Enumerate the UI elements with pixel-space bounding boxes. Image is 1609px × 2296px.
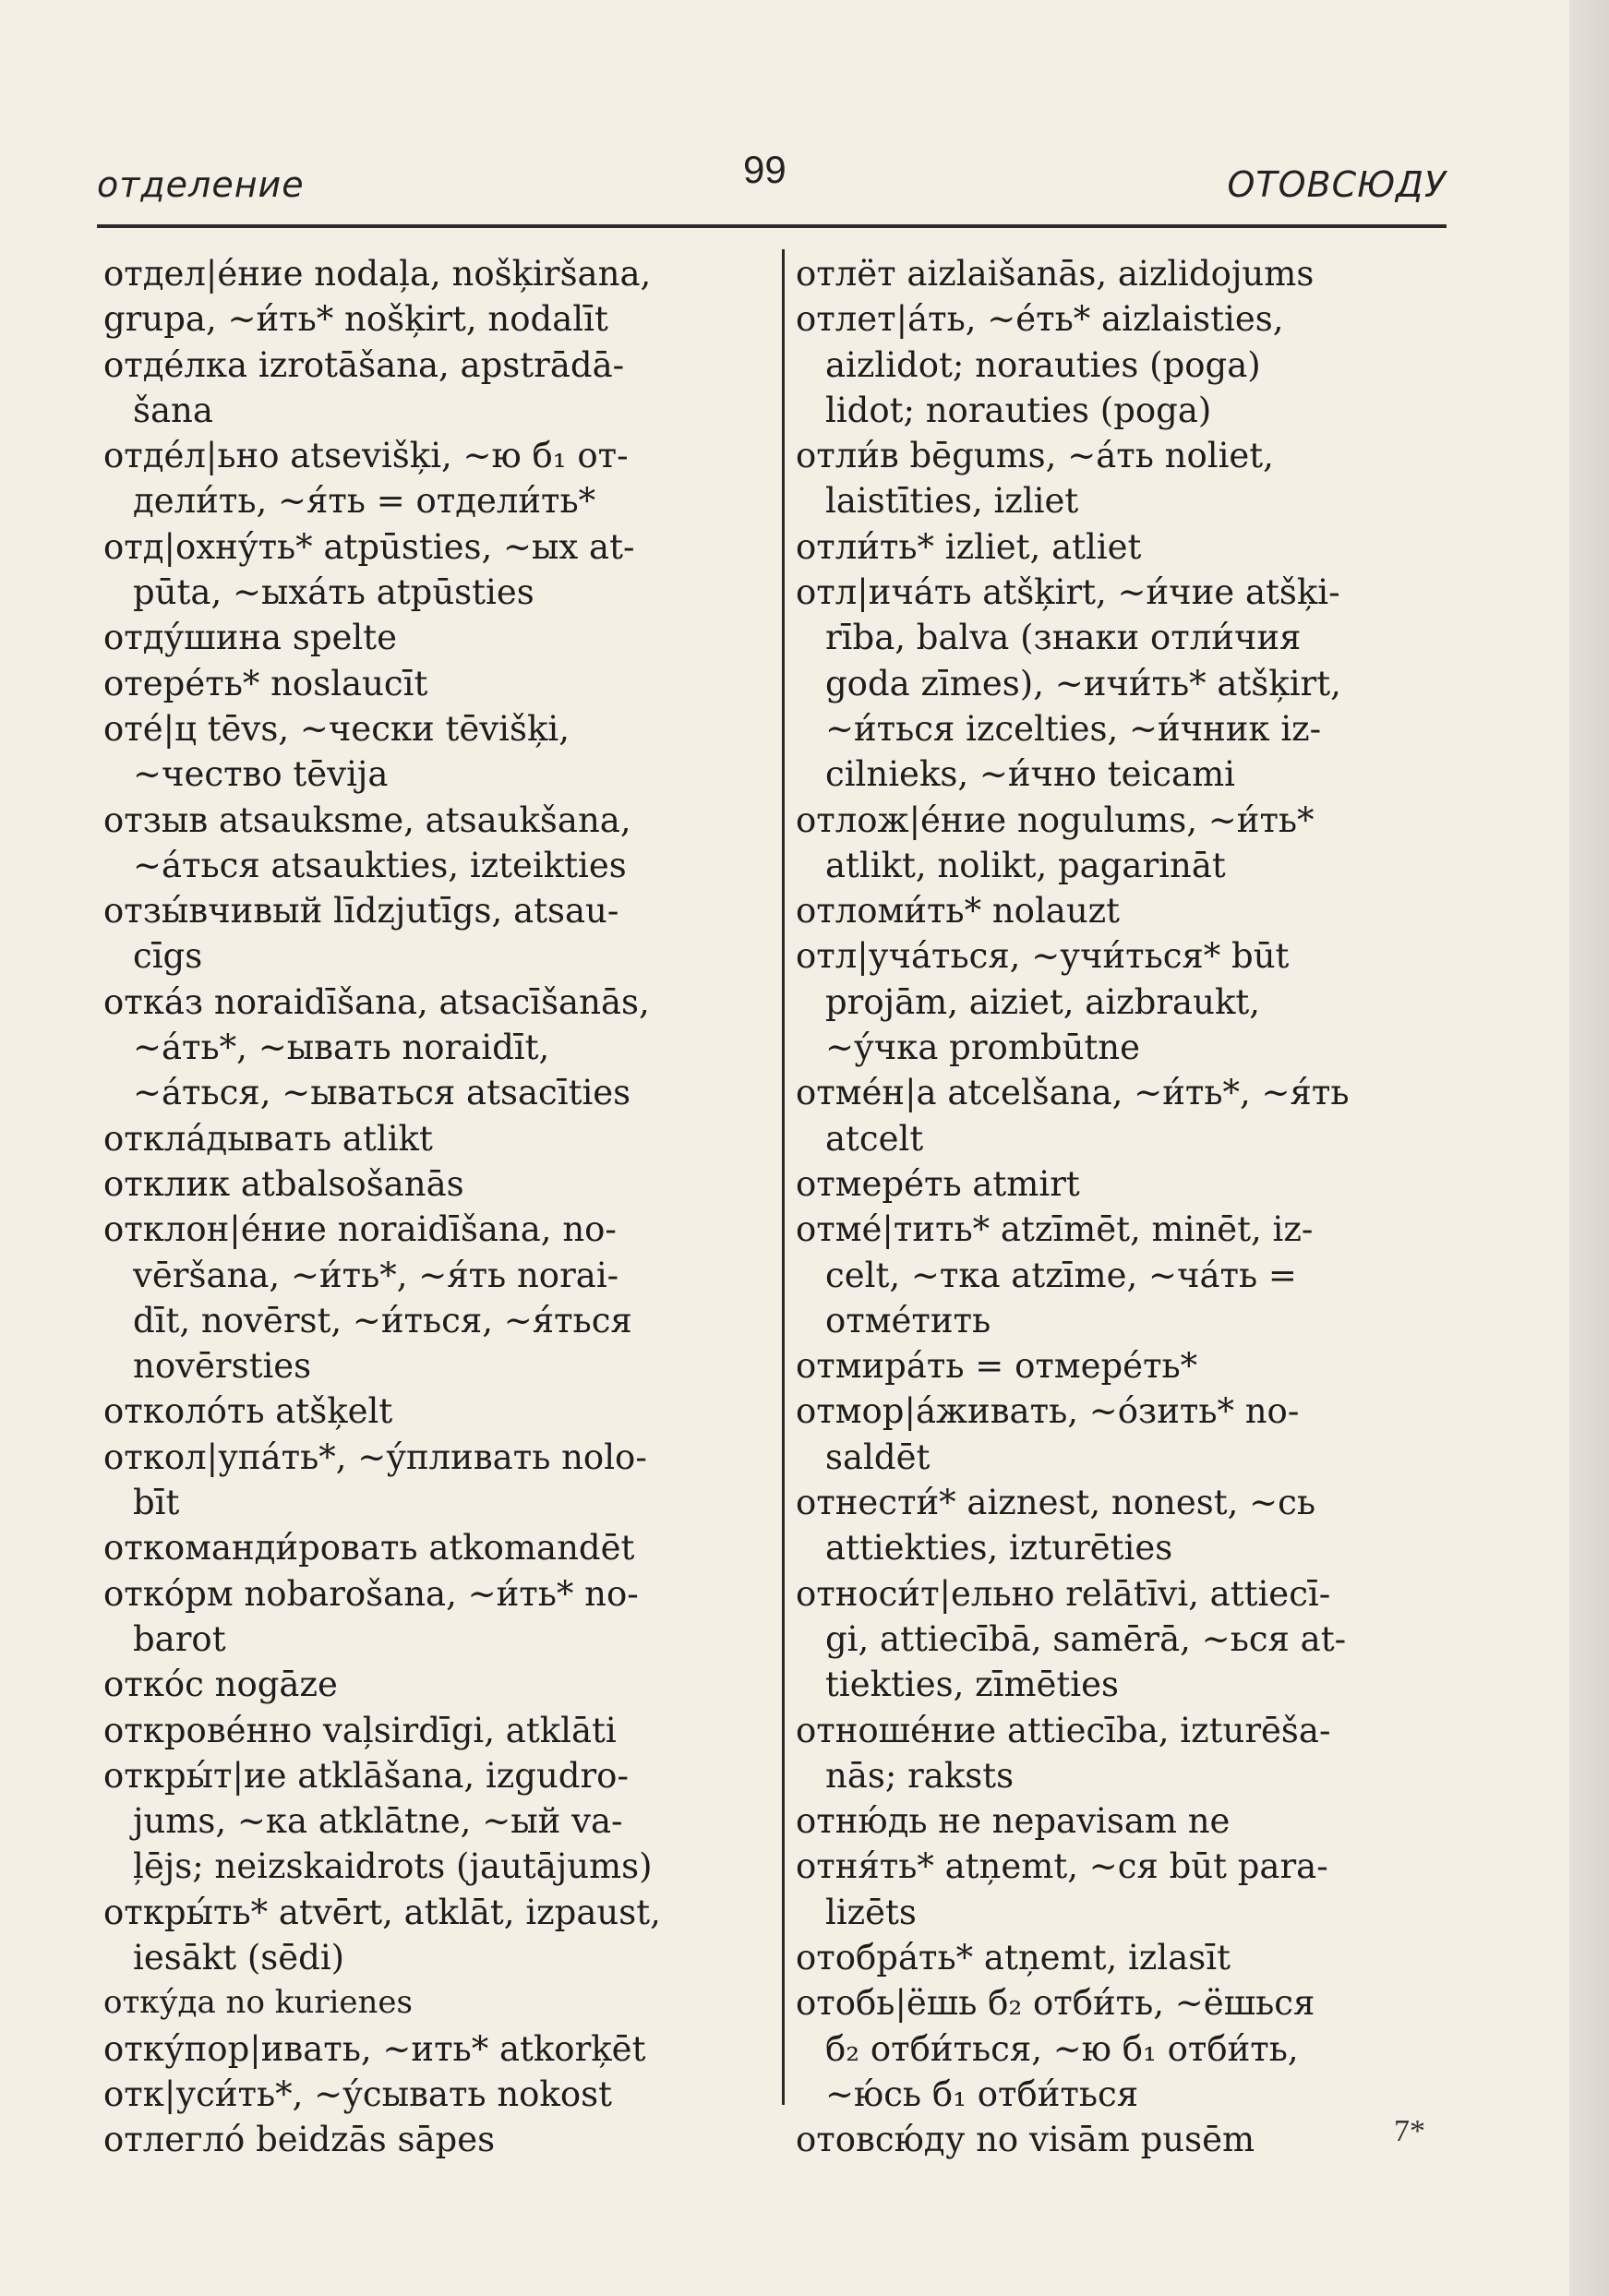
entry-line: saldēt [825, 1437, 931, 1477]
entry-line: откóс nogāze [103, 1665, 338, 1705]
entry-line: atlikt, nolikt, pagarināt [825, 845, 1226, 885]
entry-line: lidot; norauties (poga) [825, 390, 1212, 430]
entry-line: откол|упáть*, ~у́пливать nolo- [103, 1437, 647, 1477]
entry-line: откóрм nobarošana, ~и́ть* no- [103, 1573, 639, 1614]
entry-line: celt, ~тка atzīme, ~чáть = [825, 1255, 1297, 1295]
page-header [97, 148, 1447, 222]
entry-line: отд|охну́ть* atpūsties, ~ых at- [103, 526, 635, 567]
scan-background-strip [1569, 0, 1609, 2296]
entry-line: отк|уси́ть*, ~у́сывать nokost [103, 2074, 612, 2114]
entry-line: attiekties, izturēties [825, 1528, 1173, 1569]
entry-line: отношéние attiecība, izturēša- [796, 1710, 1331, 1750]
entry-line: б₂ отби́ться, ~ю б₁ отби́ть, [825, 2028, 1299, 2069]
entry-line: отмерéть atmirt [796, 1163, 1080, 1204]
entry-line: отдéлка izrotāšana, apstrādā- [103, 344, 625, 385]
entry-line: cilnieks, ~и́чно teicami [825, 754, 1235, 795]
header-rule [97, 224, 1447, 228]
entry-line: отмор|áживать, ~óзить* no- [796, 1391, 1300, 1432]
entry-line: vēršana, ~и́ть*, ~я́ть norai- [133, 1255, 619, 1295]
header-left-guideword: отделение [97, 164, 305, 205]
entry-line: отня́ть* atņemt, ~ся būt para- [796, 1846, 1328, 1887]
page-number: 99 [743, 148, 786, 191]
signature-mark: 7* [1394, 2114, 1425, 2148]
entry-line: отдéл|ьно atsevišķi, ~ю б₁ от- [103, 436, 629, 476]
entry-line: ~чество tēvija [133, 754, 389, 795]
entry-line: отл|ичáть atšķirt, ~и́чие atšķi- [796, 572, 1340, 613]
column-divider [782, 249, 785, 2105]
entry-line: откры́т|ие atklāšana, izgudro- [103, 1755, 629, 1796]
entry-line: bīt [133, 1483, 180, 1523]
entry-line: ~у́чка prombūtne [825, 1028, 1141, 1068]
entry-line: šana [133, 390, 213, 430]
entry-line: отдел|éние nodaļa, nošķiršana, [103, 254, 652, 294]
entry-line: отмé|тить* atzīmēt, minēt, iz- [796, 1209, 1314, 1250]
entry-line: отли́ть* izliet, atliet [796, 526, 1142, 567]
entry-line: dīt, novērst, ~и́ться, ~я́ться [133, 1300, 632, 1340]
entry-line: отню́дь не nepavisam ne [796, 1801, 1231, 1842]
entry-line: отерéть* noslaucīt [103, 663, 428, 703]
entry-line: отку́пор|ивать, ~ить* atkorķēt [103, 2028, 646, 2069]
entry-line: отлет|áть, ~éть* aizlaisties, [796, 299, 1284, 340]
entry-line: ļējs; neizskaidrots (jautājums) [133, 1846, 653, 1887]
entry-line: отл|учáться, ~учи́ться* būt [796, 936, 1290, 977]
entry-line: отмирáть = отмерéть* [796, 1346, 1198, 1387]
entry-line: отобрáть* atņemt, izlasīt [796, 1937, 1231, 1977]
entry-line: отклон|éние noraidīšana, no- [103, 1209, 617, 1250]
entry-line: откáз noraidīšana, atsacīšanās, [103, 981, 650, 1022]
entry-line: projām, aiziet, aizbraukt, [825, 981, 1260, 1022]
entry-line: ~áться atsaukties, izteikties [133, 845, 627, 885]
entry-line: novērsties [133, 1346, 312, 1387]
entry-line: дели́ть, ~я́ть = отдели́ть* [133, 481, 596, 522]
entry-line: отзыв atsauksme, atsaukšana, [103, 799, 631, 840]
entry-line: jums, ~ка atklātne, ~ый va- [133, 1801, 623, 1842]
entry-line: отмéтить [825, 1300, 991, 1340]
entry-line: оте́|ц tēvs, ~чески tēvišķi, [103, 708, 570, 749]
entry-line: lizēts [825, 1892, 917, 1932]
entry-line: отовсю́ду no visām pusēm [796, 2120, 1255, 2160]
entry-line: iesākt (sēdi) [133, 1937, 345, 1977]
entry-line: ~ю́сь б₁ отби́ться [825, 2074, 1139, 2114]
entry-line: отду́шина spelte [103, 618, 398, 658]
entry-line: отнести́* aiznest, nonest, ~сь [796, 1483, 1315, 1523]
entry-line: отколóть atšķelt [103, 1391, 393, 1432]
entry-line: относи́т|ельно relātīvi, attiecī- [796, 1573, 1331, 1614]
left-column [103, 251, 777, 2162]
entry-line: rība, balva (знаки отли́чия [825, 618, 1302, 658]
entry-line: отломи́ть* nolauzt [796, 891, 1121, 932]
entry-line: barot [133, 1618, 226, 1659]
entry-line: отклик atbalsošanās [103, 1163, 464, 1204]
entry-line: ~áть*, ~ывать noraidīt, [133, 1028, 550, 1068]
entry-line: pūta, ~ыхáть atpūsties [133, 572, 534, 613]
entry-line: aizlidot; norauties (poga) [825, 344, 1261, 385]
entry-line: ~áться, ~ываться atsacīties [133, 1073, 631, 1113]
entry-line: отлёт aizlaišanās, aizlidojums [796, 254, 1315, 294]
entry-line: отклáдывать atlikt [103, 1118, 433, 1159]
entry-line: отобь|ёшь б₂ отби́ть, ~ёшься [796, 1983, 1315, 2024]
entry-line: отмéн|а atcelšana, ~и́ть*, ~я́ть [796, 1073, 1350, 1113]
entry-line: tiekties, zīmēties [825, 1665, 1120, 1705]
entry-line: отку́да no kurienes [103, 1984, 413, 2022]
entry-line: отзы́вчивый līdzjutīgs, atsau- [103, 891, 619, 932]
entry-line: atcelt [825, 1118, 924, 1159]
entry-line: gi, attiecībā, samērā, ~ься at- [825, 1618, 1347, 1659]
entry-line: отли́в bēgums, ~áть noliet, [796, 436, 1274, 476]
entry-line: откоманди́ровать atkomandēt [103, 1528, 635, 1569]
header-right-guideword: ОТОВСЮДУ [1227, 164, 1447, 205]
entry-line: отлож|éние nogulums, ~и́ть* [796, 799, 1315, 840]
entry-line: laistīties, izliet [825, 481, 1079, 522]
entry-line: отлегло́ beidzās sāpes [103, 2120, 496, 2160]
entry-line: cīgs [133, 936, 203, 977]
entry-line: ~и́ться izcelties, ~и́чник iz- [825, 708, 1322, 749]
entry-line: grupa, ~и́ть* nošķirt, nodalīt [103, 299, 608, 340]
right-column [796, 251, 1456, 2162]
entry-line: nās; raksts [825, 1755, 1015, 1796]
entry-line: откровéнно vaļsirdīgi, atklāti [103, 1710, 617, 1750]
entry-line: goda zīmes), ~ичи́ть* atšķirt, [825, 663, 1341, 703]
entry-line: откры́ть* atvērt, atklāt, izpaust, [103, 1892, 661, 1932]
